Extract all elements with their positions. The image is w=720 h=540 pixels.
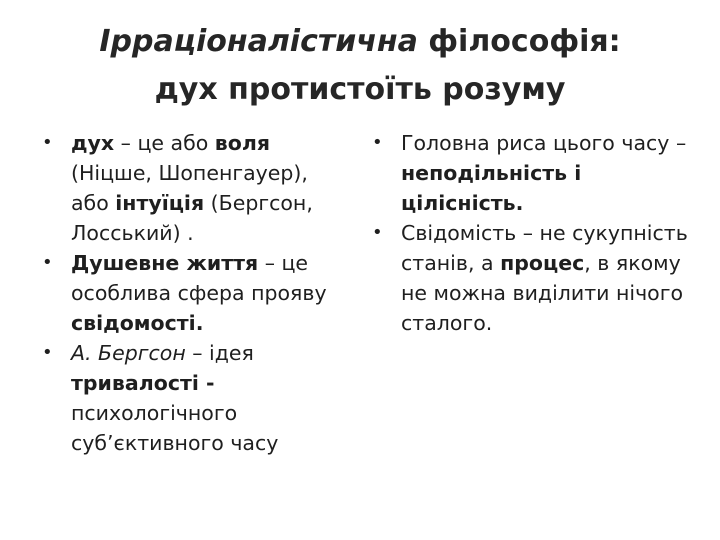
text-bold: процес [500, 251, 585, 275]
text: (Бергсон, Лосський) . [71, 191, 313, 245]
title-line-2: дух протистоїть розуму [154, 72, 566, 107]
left-bullet-list [40, 128, 340, 458]
left-bullet-item-2 [40, 248, 340, 338]
title-rest-part: філософія: [417, 24, 621, 59]
text: психологічного суб’єктивного часу [71, 401, 279, 455]
text-bold: свідомості. [71, 311, 204, 335]
text-bold: неподільність і цілісність. [401, 161, 582, 215]
bullet-icon: • [372, 222, 383, 243]
text-bold: Душевне життя [71, 251, 259, 275]
bullet-icon: • [42, 252, 53, 273]
left-bullet-item-3 [40, 338, 340, 458]
left-column [40, 128, 340, 458]
bullet-icon: • [42, 342, 53, 363]
text: , в якому не можна виділити нічого сталого. [401, 251, 684, 335]
right-bullet-list [370, 128, 690, 338]
text: – це особлива сфера прояву [71, 251, 327, 305]
title-italic-part: Ірраціоналістична [99, 24, 418, 59]
bullet-icon: • [42, 132, 53, 153]
text-bold: воля [214, 131, 271, 155]
bullet-icon: • [372, 132, 383, 153]
text: Головна риса цього часу – [401, 131, 687, 155]
title-line-1 [40, 18, 680, 66]
text: Свідомість – не сукупність станів, а [401, 221, 688, 275]
text: – ідея [185, 341, 254, 365]
text-bold: інтуїція [115, 191, 205, 215]
left-bullet-item-1 [40, 128, 340, 248]
text: (Ніцше, Шопенгауер), або [71, 161, 308, 215]
text-bold: тривалості - [71, 371, 215, 395]
text-italic: А. Бергсон [71, 341, 186, 365]
text: – це або [114, 131, 215, 155]
text-bold: дух [71, 131, 115, 155]
right-column [370, 128, 690, 338]
slide-title [40, 18, 680, 114]
right-bullet-item-2 [370, 218, 690, 338]
right-bullet-item-1 [370, 128, 690, 218]
